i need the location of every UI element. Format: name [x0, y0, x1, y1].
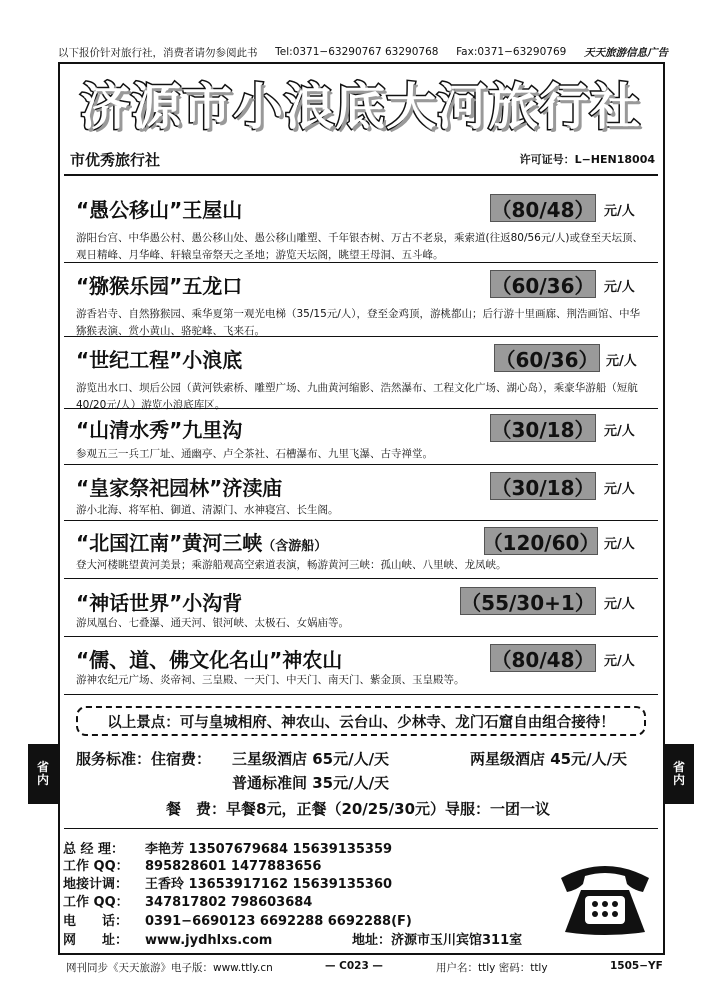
- route-title: “猕猴乐园”五龙口: [76, 274, 243, 298]
- agency-banner: [60, 66, 661, 140]
- telephone-icon: [555, 856, 655, 938]
- contact-row: [63, 932, 272, 949]
- address: 地址：济源市玉川宾馆311室: [352, 933, 523, 948]
- license-number: 许可证号：L−HEN18004: [519, 153, 655, 166]
- contact-row: [63, 894, 312, 911]
- fax-number: Fax:0371−63290769: [456, 46, 567, 58]
- route-price: （30/18）: [490, 472, 596, 500]
- divider: [64, 262, 658, 263]
- agency-honor: 市优秀旅行社: [70, 150, 161, 169]
- contact-row: [63, 913, 412, 930]
- tel-numbers: Tel:0371−63290767 63290768: [275, 46, 439, 58]
- side-tab-text: 省 内: [36, 760, 49, 787]
- issue-code: 1505−YF: [610, 960, 663, 972]
- divider: [64, 694, 658, 695]
- contact-label: 工作 QQ：: [63, 895, 129, 910]
- route-price: （60/36）: [494, 344, 600, 372]
- route-title: “愚公移山”王屋山: [76, 198, 243, 222]
- contact-value: 王香玲 13653917162 15639135360: [145, 877, 393, 892]
- side-tab-text: 省 内: [672, 760, 685, 787]
- route-description: 参观五三一兵工厂址、通幽亭、卢仝茶社、石槽瀑布、九里飞瀑、古寺禅堂。: [76, 448, 433, 460]
- contact-value: 李艳芳 13507679684 15639135359: [145, 842, 393, 857]
- contact-row: [63, 841, 392, 858]
- route-price: （80/48）: [490, 194, 596, 222]
- top-info-bar: [58, 44, 668, 60]
- contact-label: 工作 QQ：: [63, 859, 129, 874]
- meal-guide-fees: 餐 费：早餐8元，正餐（20/25/30元）导服：一团一议: [166, 800, 551, 818]
- route-price: （80/48）: [490, 644, 596, 672]
- route-title: “皇家祭祀园林”济渎庙: [76, 476, 283, 500]
- route-unit: 元/人: [606, 354, 637, 369]
- divider: [64, 174, 658, 176]
- disclaimer: 以下报价针对旅行社，消费者请勿参阅此书: [58, 46, 258, 59]
- contact-label: 电 话：: [63, 914, 129, 929]
- route-title: “山清水秀”九里沟: [76, 418, 243, 442]
- standard-room-rate: 普通标准间 35元/人/天: [232, 774, 390, 792]
- route-description: 游神农纪元广场、炎帝祠、三皇殿、一天门、中天门、南天门、紫金顶、玉皇殿等。: [76, 674, 465, 686]
- route-title: “儒、道、佛文化名山”神农山: [76, 648, 343, 672]
- contact-label: 总 经 理：: [63, 842, 125, 857]
- website-link[interactable]: www.jydhlxs.com: [145, 933, 273, 948]
- route-description: 游香岩寺、自然猕猴园、乘华夏第一观光电梯（35/15元/人），登至金鸡顶，游桃都山；后行游十里画廊、荆浩画馆、中华猕猴表演、赏小黄山、骆驼峰、飞来石。: [76, 308, 641, 337]
- three-star-rate: 三星级酒店 65元/人/天: [232, 750, 390, 768]
- route-price: （55/30+1）: [460, 587, 596, 615]
- divider: [64, 636, 658, 637]
- route-title: “神话世界”小沟背: [76, 591, 243, 615]
- footer-sync-note: 网刊同步《天天旅游》电子版：www.ttly.cn: [66, 962, 273, 974]
- route-price: （30/18）: [490, 414, 596, 442]
- route-title: “世纪工程”小浪底: [76, 348, 243, 372]
- side-tab-right: [664, 744, 694, 804]
- agency-subrow: [70, 148, 655, 170]
- service-label: 服务标准：住宿费：: [76, 750, 212, 768]
- route-unit: 元/人: [604, 482, 635, 497]
- page-number: — C023 —: [325, 960, 383, 972]
- side-tab-left: [28, 744, 58, 804]
- route-unit: 元/人: [604, 424, 635, 439]
- footer-account: 用户名：ttly 密码：ttly: [436, 962, 548, 974]
- divider: [64, 828, 658, 829]
- contact-row: [63, 858, 321, 875]
- divider: [64, 520, 658, 521]
- route-unit: 元/人: [604, 597, 635, 612]
- route-description: 登大河楼眺望黄河美景；乘游船观高空索道表演，畅游黄河三峡：孤山峡、八里峡、龙凤峡。: [76, 559, 507, 571]
- divider: [64, 464, 658, 465]
- contact-value: 895828601 1477883656: [145, 859, 322, 874]
- contact-label: 地接计调：: [63, 877, 129, 892]
- divider: [64, 578, 658, 579]
- route-title-text: “北国江南”黄河三峡: [76, 531, 263, 555]
- route-unit: 元/人: [604, 537, 635, 552]
- two-star-rate: 两星级酒店 45元/人/天: [470, 750, 628, 768]
- route-price: （120/60）: [484, 527, 598, 555]
- combo-notice: 以上景点：可与皇城相府、神农山、云台山、少林寺、龙门石窟自由组合接待！: [76, 706, 646, 736]
- route-description: 游览出水口、坝后公园（黄河铁索桥、雕塑广场、九曲黄河缩影、浩然瀑布、工程文化广场、湖心岛），乘豪华游船（短航40/20元/人）游览小浪底库区。: [76, 382, 638, 411]
- contact-row: [63, 876, 392, 893]
- divider: [64, 408, 658, 409]
- route-description: 游阳台宫、中华愚公村、愚公移山处、愚公移山雕塑、千年银杏树、万古不老泉，乘索道(往返80/56元/人)或登至天坛顶、观日精峰、月华峰、轩辕皇帝祭天之圣地；游览天坛阁，眺望王母洞、五斗峰。: [76, 232, 643, 261]
- route-description: 游小北海、将军柏、御道、清源门、水神寝宫、长生阁。: [76, 504, 339, 516]
- route-title-note: （含游船）: [262, 539, 328, 554]
- route-unit: 元/人: [604, 204, 635, 219]
- route-description: 游凤凰台、七叠瀑、通天河、银河峡、太极石、女娲庙等。: [76, 617, 349, 629]
- route-title: [76, 527, 327, 556]
- contact-value: 0391−6690123 6692288 6692288(F): [145, 914, 412, 929]
- contact-value: 347817802 798603684: [145, 895, 313, 910]
- ad-label: 天天旅游信息广告: [584, 46, 668, 59]
- route-unit: 元/人: [604, 280, 635, 295]
- route-price: （60/36）: [490, 270, 596, 298]
- contact-label: 网 址：: [63, 933, 129, 948]
- agency-name: 济源市小浪底大河旅行社: [80, 78, 641, 136]
- divider: [64, 336, 658, 337]
- route-unit: 元/人: [604, 654, 635, 669]
